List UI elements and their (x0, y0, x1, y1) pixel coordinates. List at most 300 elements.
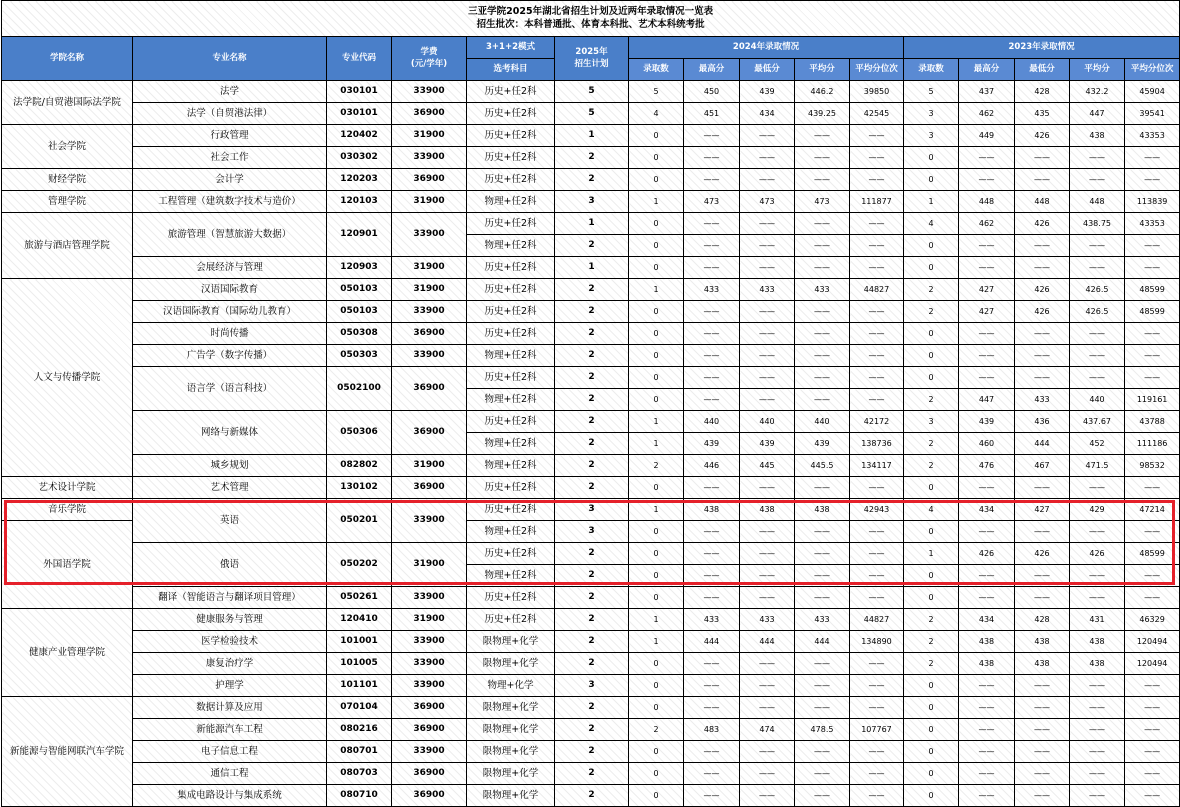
major-name: 新能源汽车工程 (133, 719, 327, 741)
avg-2023: 452 (1070, 433, 1125, 455)
subject-cell: 物理+任2科 (467, 455, 555, 477)
plan-cell: 3 (555, 521, 629, 543)
subject-cell: 历史+任2科 (467, 169, 555, 191)
max-2023: —— (959, 763, 1015, 785)
plan-cell: 2 (555, 543, 629, 565)
min-2023: 433 (1015, 389, 1070, 411)
max-2024: 440 (684, 411, 740, 433)
max-2024: —— (684, 169, 740, 191)
min-2024: 473 (740, 191, 795, 213)
max-2023: 427 (959, 301, 1015, 323)
min-2023: —— (1015, 587, 1070, 609)
rank-2024: —— (850, 785, 904, 807)
table-row (2, 741, 1180, 763)
subject-cell: 历史+任2科 (467, 301, 555, 323)
major-code: 080703 (327, 763, 392, 785)
avg-2024: —— (795, 741, 850, 763)
subject-cell: 物理+任2科 (467, 389, 555, 411)
college-name: 财经学院 (2, 169, 133, 191)
plan-cell: 5 (555, 81, 629, 103)
header-mode: 3+1+2模式 (467, 37, 555, 59)
avg-2024: 444 (795, 631, 850, 653)
table-title (2, 1, 1180, 37)
avg-2023: —— (1070, 521, 1125, 543)
max-2024: 444 (684, 631, 740, 653)
admitted-2023: 0 (904, 785, 959, 807)
subject-cell: 历史+任2科 (467, 323, 555, 345)
subject-cell: 限物理+化学 (467, 763, 555, 785)
rank-2024: —— (850, 367, 904, 389)
tuition: 33900 (392, 499, 467, 543)
plan-cell: 2 (555, 565, 629, 587)
rank-2024: —— (850, 675, 904, 697)
plan-cell: 2 (555, 279, 629, 301)
header-max: 最高分 (684, 59, 740, 81)
rank-2023: 120494 (1125, 653, 1180, 675)
rank-2024: 138736 (850, 433, 904, 455)
avg-2024: —— (795, 675, 850, 697)
rank-2024: 44827 (850, 609, 904, 631)
max-2024: —— (684, 257, 740, 279)
table-row (2, 719, 1180, 741)
rank-2023: 48599 (1125, 279, 1180, 301)
admitted-2024: 1 (629, 433, 684, 455)
table-row (2, 763, 1180, 785)
max-2024: 439 (684, 433, 740, 455)
rank-2024: —— (850, 169, 904, 191)
max-2024: —— (684, 323, 740, 345)
avg-2024: 478.5 (795, 719, 850, 741)
tuition: 33900 (392, 81, 467, 103)
tuition: 36900 (392, 763, 467, 785)
admitted-2024: 0 (629, 477, 684, 499)
college-name: 社会学院 (2, 125, 133, 169)
plan-cell: 1 (555, 257, 629, 279)
max-2024: —— (684, 763, 740, 785)
major-name: 艺术管理 (133, 477, 327, 499)
max-2023: 439 (959, 411, 1015, 433)
major-name: 社会工作 (133, 147, 327, 169)
major-code: 120410 (327, 609, 392, 631)
avg-2024: —— (795, 257, 850, 279)
admitted-2024: 0 (629, 147, 684, 169)
min-2023: 426 (1015, 125, 1070, 147)
major-name: 健康服务与管理 (133, 609, 327, 631)
min-2024: —— (740, 477, 795, 499)
max-2024: —— (684, 301, 740, 323)
admitted-2023: 2 (904, 389, 959, 411)
tuition: 36900 (392, 411, 467, 455)
rank-2024: —— (850, 257, 904, 279)
max-2024: 483 (684, 719, 740, 741)
rank-2023: —— (1125, 719, 1180, 741)
subject-cell: 限物理+化学 (467, 697, 555, 719)
min-2024: 444 (740, 631, 795, 653)
plan-cell: 2 (555, 609, 629, 631)
tuition: 31900 (392, 609, 467, 631)
max-2023: 462 (959, 103, 1015, 125)
admitted-2023: 0 (904, 147, 959, 169)
min-2023: 444 (1015, 433, 1070, 455)
subject-cell: 物理+化学 (467, 675, 555, 697)
table-row (2, 697, 1180, 719)
max-2023: —— (959, 257, 1015, 279)
min-2024: —— (740, 697, 795, 719)
min-2023: —— (1015, 565, 1070, 587)
tuition: 36900 (392, 367, 467, 411)
avg-2024: 445.5 (795, 455, 850, 477)
rank-2023: 39541 (1125, 103, 1180, 125)
rank-2023: 111186 (1125, 433, 1180, 455)
tuition: 33900 (392, 631, 467, 653)
tuition: 31900 (392, 191, 467, 213)
avg-2023: —— (1070, 257, 1125, 279)
plan-cell: 2 (555, 741, 629, 763)
max-2024: —— (684, 147, 740, 169)
min-2024: —— (740, 675, 795, 697)
table-row (2, 609, 1180, 631)
tuition: 36900 (392, 477, 467, 499)
max-2024: —— (684, 477, 740, 499)
min-2023: —— (1015, 257, 1070, 279)
admitted-2024: 0 (629, 125, 684, 147)
min-2024: —— (740, 169, 795, 191)
major-name: 行政管理 (133, 125, 327, 147)
major-name: 法学（自贸港法律） (133, 103, 327, 125)
major-code: 030302 (327, 147, 392, 169)
min-2023: 428 (1015, 609, 1070, 631)
avg-2023: —— (1070, 235, 1125, 257)
header-max: 最高分 (959, 59, 1015, 81)
admitted-2024: 1 (629, 499, 684, 521)
rank-2023: 46329 (1125, 609, 1180, 631)
avg-2024: —— (795, 147, 850, 169)
min-2024: —— (740, 587, 795, 609)
max-2024: —— (684, 213, 740, 235)
subject-cell: 历史+任2科 (467, 477, 555, 499)
plan-cell: 2 (555, 455, 629, 477)
table-row (2, 345, 1180, 367)
admitted-2024: 0 (629, 785, 684, 807)
min-2023: 438 (1015, 653, 1070, 675)
admitted-2024: 0 (629, 367, 684, 389)
major-name: 俄语 (133, 543, 327, 587)
rank-2024: —— (850, 587, 904, 609)
header-rank: 平均分位次 (850, 59, 904, 81)
major-code: 120203 (327, 169, 392, 191)
subject-cell: 限物理+化学 (467, 631, 555, 653)
rank-2023: 45904 (1125, 81, 1180, 103)
max-2023: —— (959, 323, 1015, 345)
college-name: 人文与传播学院 (2, 279, 133, 477)
max-2024: 446 (684, 455, 740, 477)
admitted-2024: 0 (629, 675, 684, 697)
max-2023: —— (959, 675, 1015, 697)
max-2024: —— (684, 675, 740, 697)
admitted-2024: 1 (629, 279, 684, 301)
avg-2024: —— (795, 543, 850, 565)
avg-2024: 446.2 (795, 81, 850, 103)
subject-cell: 历史+任2科 (467, 213, 555, 235)
avg-2023: 429 (1070, 499, 1125, 521)
max-2023: —— (959, 235, 1015, 257)
tuition: 33900 (392, 213, 467, 257)
admitted-2023: 2 (904, 455, 959, 477)
rank-2023: —— (1125, 147, 1180, 169)
min-2024: 439 (740, 433, 795, 455)
rank-2024: —— (850, 147, 904, 169)
max-2023: —— (959, 587, 1015, 609)
min-2023: —— (1015, 697, 1070, 719)
rank-2023: —— (1125, 345, 1180, 367)
min-2024: —— (740, 125, 795, 147)
major-code: 080216 (327, 719, 392, 741)
major-code: 120901 (327, 213, 392, 257)
max-2023: —— (959, 169, 1015, 191)
avg-2023: 438 (1070, 631, 1125, 653)
admitted-2024: 0 (629, 169, 684, 191)
table-row (2, 477, 1180, 499)
major-name: 城乡规划 (133, 455, 327, 477)
avg-2024: —— (795, 477, 850, 499)
main-title: 三亚学院2025年湖北省招生计划及近两年录取情况一览表 (468, 5, 714, 17)
avg-2023: —— (1070, 169, 1125, 191)
major-code: 082802 (327, 455, 392, 477)
admitted-2023: 0 (904, 257, 959, 279)
college-name: 音乐学院 (2, 499, 133, 521)
min-2023: —— (1015, 719, 1070, 741)
subject-cell: 历史+任2科 (467, 543, 555, 565)
max-2024: —— (684, 125, 740, 147)
major-code: 0502100 (327, 367, 392, 411)
major-code: 070104 (327, 697, 392, 719)
min-2024: —— (740, 213, 795, 235)
admitted-2023: 5 (904, 81, 959, 103)
header-avg: 平均分 (795, 59, 850, 81)
plan-cell: 2 (555, 587, 629, 609)
admitted-2024: 0 (629, 301, 684, 323)
avg-2023: 438 (1070, 653, 1125, 675)
max-2023: 438 (959, 653, 1015, 675)
avg-2023: 471.5 (1070, 455, 1125, 477)
min-2023: —— (1015, 235, 1070, 257)
rank-2024: —— (850, 543, 904, 565)
admitted-2023: 4 (904, 499, 959, 521)
admitted-2023: 0 (904, 697, 959, 719)
major-code: 101101 (327, 675, 392, 697)
plan-cell: 3 (555, 675, 629, 697)
rank-2024: —— (850, 389, 904, 411)
min-2023: 428 (1015, 81, 1070, 103)
subject-cell: 限物理+化学 (467, 785, 555, 807)
tuition: 31900 (392, 455, 467, 477)
subject-cell: 历史+任2科 (467, 587, 555, 609)
rank-2024: —— (850, 235, 904, 257)
plan-cell: 2 (555, 389, 629, 411)
avg-2023: —— (1070, 323, 1125, 345)
header-major: 专业名称 (133, 37, 327, 81)
table-row (2, 301, 1180, 323)
min-2023: —— (1015, 345, 1070, 367)
table-row (2, 631, 1180, 653)
rank-2024: —— (850, 477, 904, 499)
admitted-2023: 0 (904, 323, 959, 345)
admitted-2023: 1 (904, 543, 959, 565)
avg-2023: —— (1070, 719, 1125, 741)
admitted-2024: 2 (629, 455, 684, 477)
avg-2023: —— (1070, 565, 1125, 587)
avg-2023: —— (1070, 697, 1125, 719)
subject-cell: 历史+任2科 (467, 125, 555, 147)
avg-2023: 438.75 (1070, 213, 1125, 235)
max-2023: 426 (959, 543, 1015, 565)
college-name: 健康产业管理学院 (2, 609, 133, 697)
max-2023: 427 (959, 279, 1015, 301)
major-code: 050308 (327, 323, 392, 345)
max-2024: 438 (684, 499, 740, 521)
avg-2023: —— (1070, 147, 1125, 169)
min-2023: 427 (1015, 499, 1070, 521)
min-2023: —— (1015, 169, 1070, 191)
min-2023: 426 (1015, 543, 1070, 565)
max-2023: 476 (959, 455, 1015, 477)
max-2024: —— (684, 389, 740, 411)
min-2024: —— (740, 543, 795, 565)
min-2024: —— (740, 565, 795, 587)
plan-cell: 2 (555, 785, 629, 807)
min-2024: —— (740, 367, 795, 389)
max-2023: 438 (959, 631, 1015, 653)
subject-cell: 限物理+化学 (467, 653, 555, 675)
min-2024: —— (740, 257, 795, 279)
max-2024: —— (684, 345, 740, 367)
rank-2023: —— (1125, 169, 1180, 191)
min-2023: —— (1015, 367, 1070, 389)
max-2024: 450 (684, 81, 740, 103)
rank-2024: —— (850, 697, 904, 719)
tuition: 36900 (392, 169, 467, 191)
major-name: 汉语国际教育（国际幼儿教育） (133, 301, 327, 323)
rank-2024: 107767 (850, 719, 904, 741)
avg-2024: 439 (795, 433, 850, 455)
rank-2024: —— (850, 323, 904, 345)
plan-cell: 5 (555, 103, 629, 125)
avg-2023: —— (1070, 675, 1125, 697)
table-row (2, 125, 1180, 147)
admitted-2024: 0 (629, 521, 684, 543)
admitted-2024: 0 (629, 389, 684, 411)
admitted-2023: 0 (904, 169, 959, 191)
plan-cell: 2 (555, 719, 629, 741)
tuition: 36900 (392, 103, 467, 125)
max-2024: —— (684, 697, 740, 719)
header-code: 专业代码 (327, 37, 392, 81)
admitted-2023: 2 (904, 631, 959, 653)
admitted-2024: 2 (629, 719, 684, 741)
max-2023: 462 (959, 213, 1015, 235)
major-name: 广告学（数字传播） (133, 345, 327, 367)
min-2024: —— (740, 741, 795, 763)
admitted-2024: 0 (629, 565, 684, 587)
max-2023: 434 (959, 609, 1015, 631)
max-2023: —— (959, 367, 1015, 389)
major-name: 翻译（智能语言与翻译项目管理） (133, 587, 327, 609)
max-2023: —— (959, 477, 1015, 499)
plan-cell: 2 (555, 653, 629, 675)
admitted-2024: 1 (629, 631, 684, 653)
tuition: 33900 (392, 345, 467, 367)
major-code: 120402 (327, 125, 392, 147)
admitted-2023: 0 (904, 477, 959, 499)
rank-2023: 98532 (1125, 455, 1180, 477)
plan-cell: 2 (555, 763, 629, 785)
table-row (2, 323, 1180, 345)
major-name: 旅游管理（智慧旅游大数据） (133, 213, 327, 257)
admitted-2024: 1 (629, 191, 684, 213)
subject-cell: 历史+任2科 (467, 609, 555, 631)
max-2023: 434 (959, 499, 1015, 521)
avg-2024: 439.25 (795, 103, 850, 125)
rank-2023: —— (1125, 587, 1180, 609)
avg-2024: —— (795, 323, 850, 345)
admitted-2024: 0 (629, 543, 684, 565)
tuition: 33900 (392, 147, 467, 169)
subject-cell: 历史+任2科 (467, 367, 555, 389)
avg-2023: —— (1070, 587, 1125, 609)
admitted-2023: 0 (904, 587, 959, 609)
major-name: 数据计算及应用 (133, 697, 327, 719)
max-2024: 473 (684, 191, 740, 213)
major-code: 050306 (327, 411, 392, 455)
rank-2023: —— (1125, 257, 1180, 279)
college-name: 艺术设计学院 (2, 477, 133, 499)
max-2024: —— (684, 367, 740, 389)
min-2024: 433 (740, 609, 795, 631)
min-2024: —— (740, 301, 795, 323)
admitted-2023: 2 (904, 433, 959, 455)
major-name: 汉语国际教育 (133, 279, 327, 301)
admitted-2024: 0 (629, 213, 684, 235)
avg-2024: —— (795, 763, 850, 785)
table-row (2, 279, 1180, 301)
avg-2023: —— (1070, 785, 1125, 807)
plan-cell: 2 (555, 433, 629, 455)
max-2024: 433 (684, 279, 740, 301)
avg-2023: —— (1070, 345, 1125, 367)
plan-cell: 2 (555, 477, 629, 499)
min-2023: —— (1015, 477, 1070, 499)
avg-2024: —— (795, 697, 850, 719)
admitted-2023: 3 (904, 411, 959, 433)
admitted-2023: 3 (904, 125, 959, 147)
min-2023: 438 (1015, 631, 1070, 653)
min-2024: —— (740, 763, 795, 785)
avg-2024: —— (795, 587, 850, 609)
rank-2024: 134890 (850, 631, 904, 653)
major-code: 080701 (327, 741, 392, 763)
admitted-2023: 0 (904, 521, 959, 543)
avg-2023: 431 (1070, 609, 1125, 631)
table-row (2, 587, 1180, 609)
rank-2023: —— (1125, 323, 1180, 345)
avg-2024: 433 (795, 279, 850, 301)
min-2024: 474 (740, 719, 795, 741)
major-name: 电子信息工程 (133, 741, 327, 763)
max-2024: 451 (684, 103, 740, 125)
max-2023: 447 (959, 389, 1015, 411)
avg-2024: —— (795, 785, 850, 807)
header-2023: 2023年录取情况 (904, 37, 1180, 59)
